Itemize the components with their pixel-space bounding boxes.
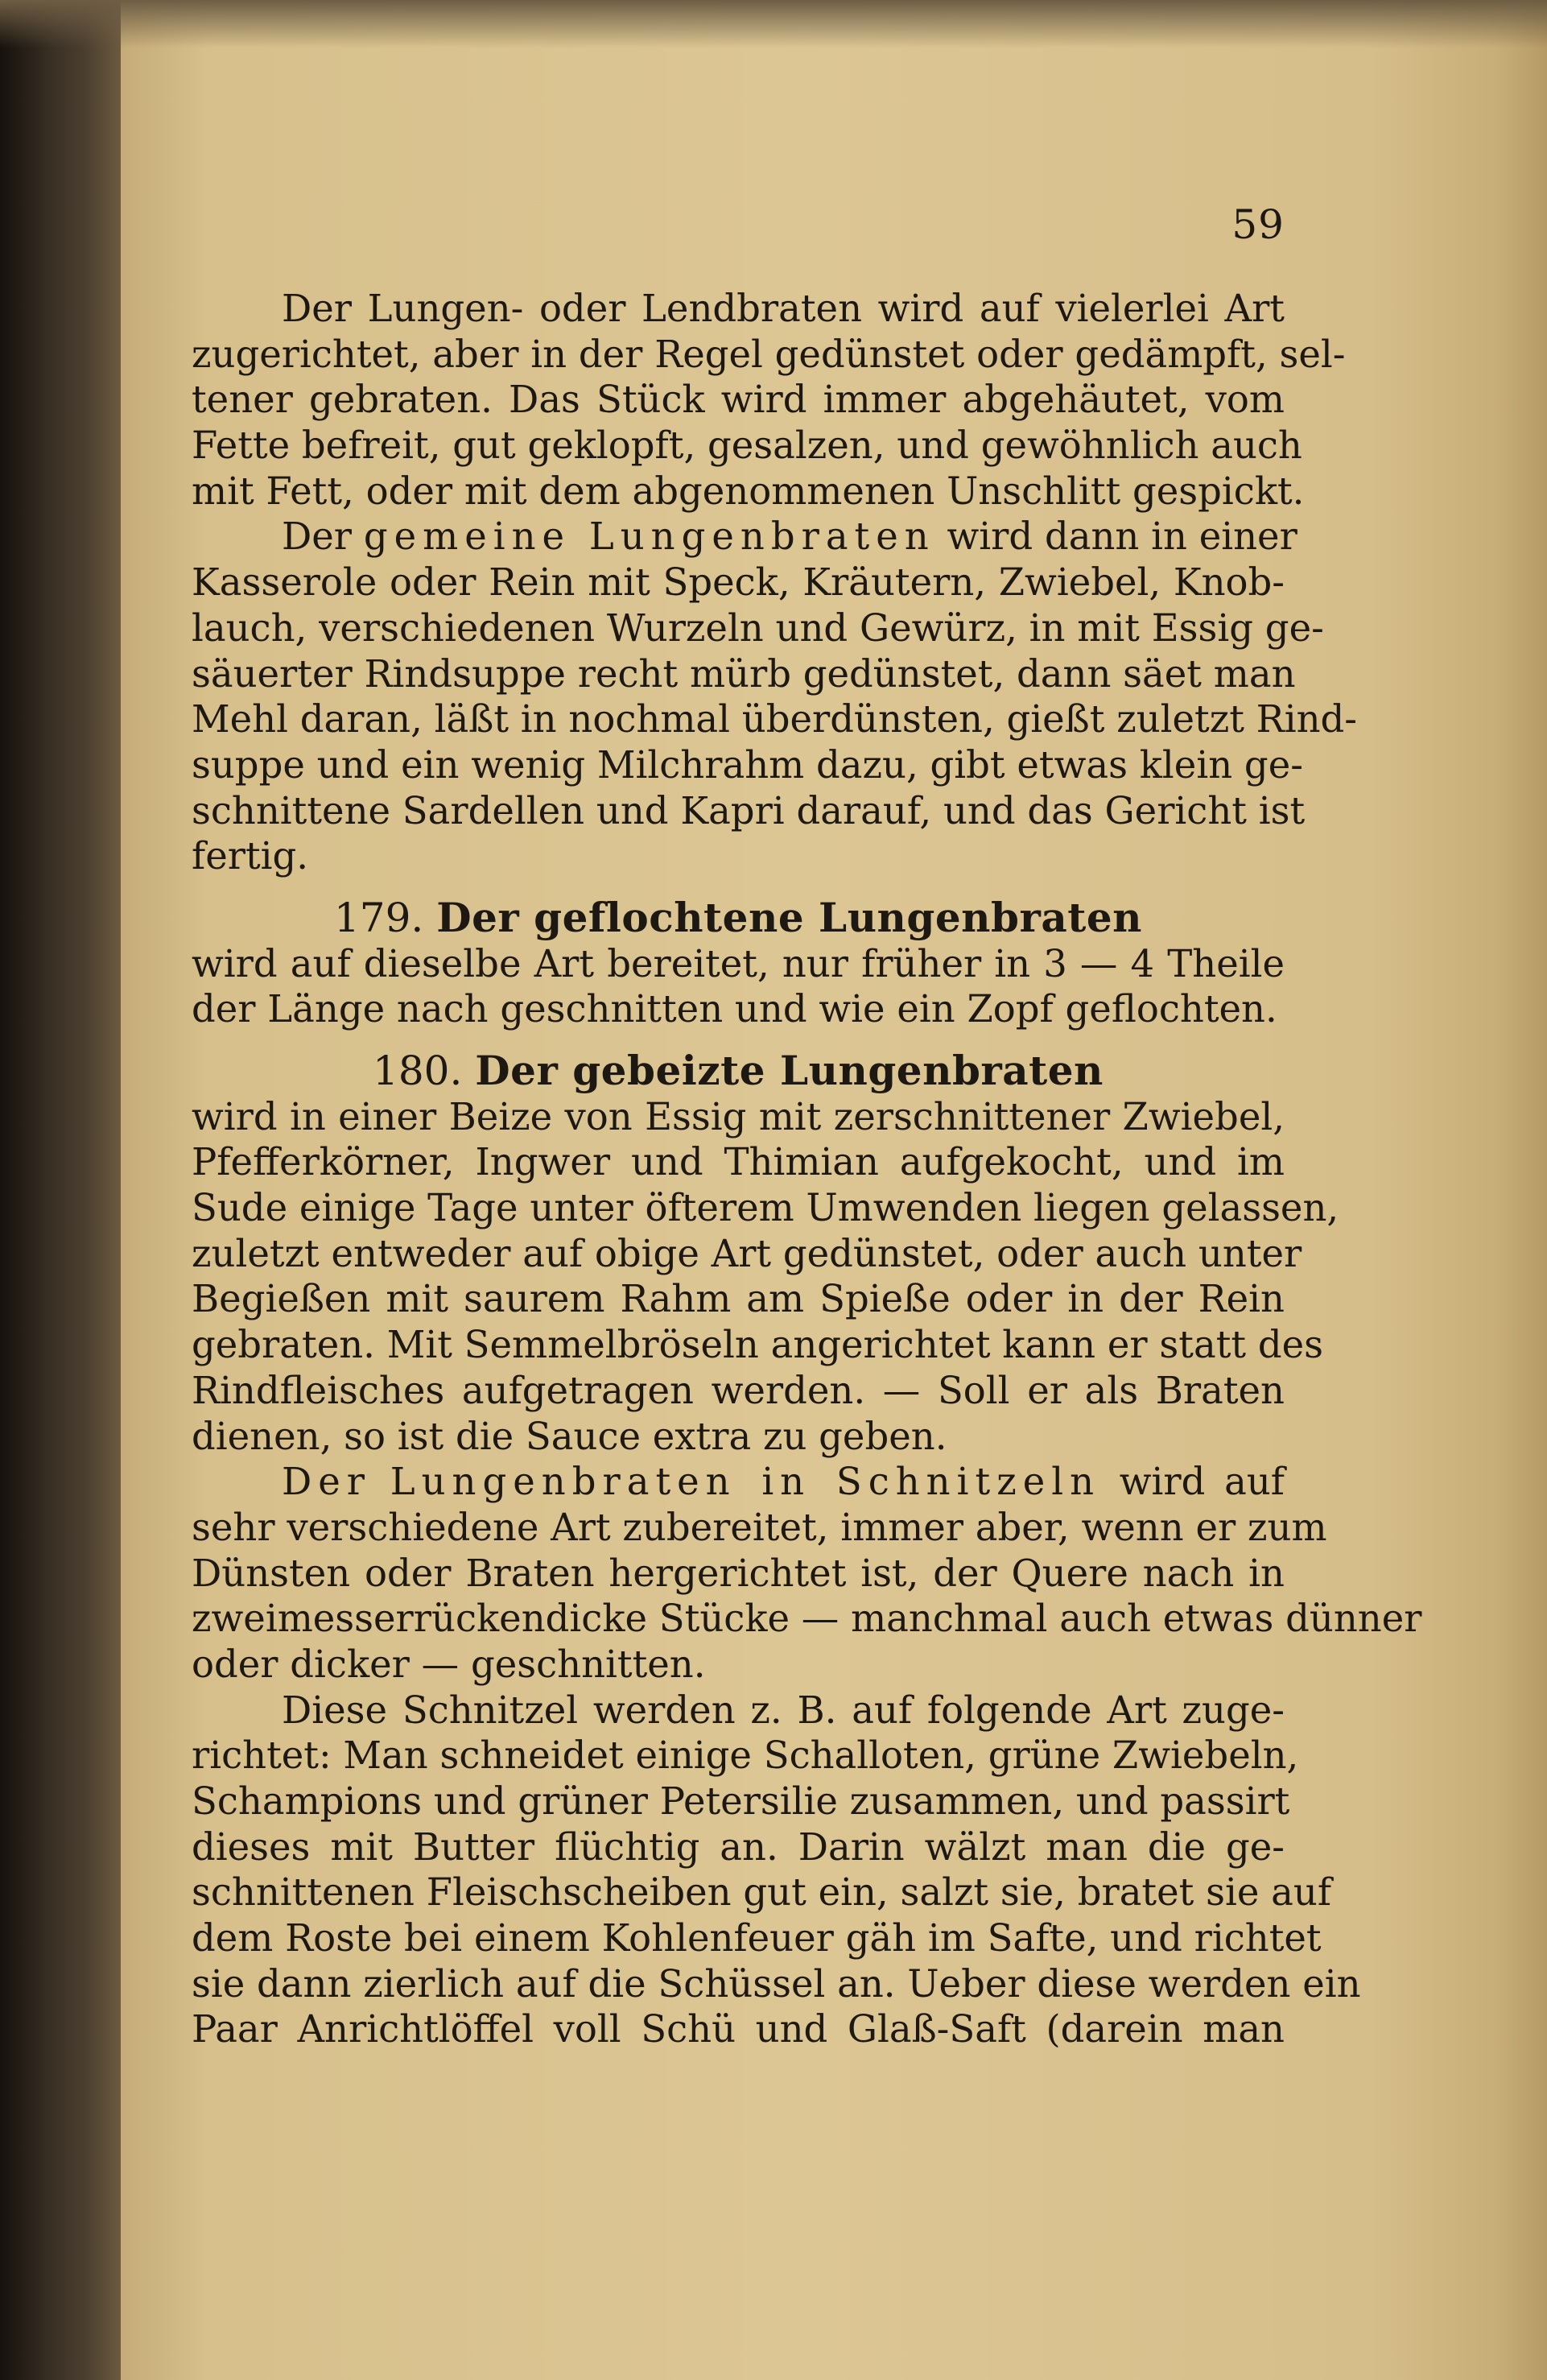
recipe-heading (192, 1048, 1285, 1094)
text-line: zugerichtet, aber in der Regel gedünstet oder gedämpft, sel- (192, 332, 1346, 376)
recipe-heading (192, 895, 1285, 941)
text-line: Mehl daran, läßt in nochmal überdünsten, gießt zuletzt Rind- (192, 697, 1357, 742)
recipe-number: 180. (373, 1047, 463, 1094)
text-line: wird in einer Beize von Essig mit zerschnittener Zwiebel, (192, 1094, 1285, 1138)
text-line: mit Fett, oder mit dem abgenommenen Unschlitt gespickt. (192, 469, 1305, 513)
text-line: Rindfleisches aufgetragen werden. — Soll er als Braten (192, 1368, 1285, 1412)
page-number: 59 (1231, 201, 1285, 248)
text-line: Begießen mit saurem Rahm am Spieße oder in der Rein (192, 1277, 1285, 1321)
recipe-title: Der gebeizte Lungenbraten (475, 1047, 1104, 1094)
text-line: dienen, so ist die Sauce extra zu geben. (192, 1414, 947, 1458)
text-line: Diese Schnitzel werden z. B. auf folgende Art zuge- (282, 1688, 1285, 1732)
text-line: lauch, verschiedenen Wurzeln und Gewürz, in mit Essig ge- (192, 605, 1324, 650)
word-der: Der (282, 514, 353, 559)
line-rest: wird dann in einer (947, 514, 1297, 559)
text-line: dem Roste bei einem Kohlenfeuer gäh im Safte, und richtet (192, 1916, 1322, 1961)
text-line (192, 1459, 1285, 1505)
recipe-title: Der geflochtene Lungenbraten (436, 893, 1142, 941)
text-line: Dünsten oder Braten hergerichtet ist, der Quere nach in (192, 1551, 1285, 1595)
body-text (192, 286, 1422, 2052)
text-line: Fette befreit, gut geklopft, gesalzen, und gewöhnlich auch (192, 424, 1302, 468)
text-line: oder dicker — geschnitten. (192, 1642, 706, 1686)
text-line: der Länge nach geschnitten und wie ein Zopf geflochten. (192, 987, 1277, 1031)
text-line: zweimesserrückendicke Stücke — manchmal auch etwas dünner (192, 1597, 1422, 1641)
spaced-term: Lungenbraten in Schnitzeln (390, 1460, 1101, 1504)
text-line: wird auf dieselbe Art bereitet, nur früher in 3 — 4 Theile (192, 941, 1285, 985)
text-line: schnittene Sardellen und Kapri darauf, und das Gericht ist (192, 788, 1306, 833)
text-line: richtet: Man schneidet einige Schalloten, grüne Zwiebeln, (192, 1733, 1299, 1778)
page-content (192, 201, 1422, 2182)
text-line: zuletzt entweder auf obige Art gedünstet, oder auch unter (192, 1231, 1302, 1275)
text-line: Der Lungen- oder Lendbraten wird auf vielerlei Art (282, 287, 1285, 330)
text-line: sie dann zierlich auf die Schüssel an. Ueber diese werden ein (192, 1961, 1361, 2006)
text-line: Kasserole oder Rein mit Speck, Kräutern, Zwiebel, Knob- (192, 560, 1285, 605)
text-line: gebraten. Mit Semmelbröseln angerichtet kann er statt des (192, 1323, 1323, 1367)
text-line: säuerter Rindsuppe recht mürb gedünstet, dann säet man (192, 651, 1296, 696)
text-line: schnittenen Fleischscheiben gut ein, salzt sie, bratet sie auf (192, 1870, 1332, 1915)
book-spine-shadow (0, 0, 121, 2380)
text-line: Paar Anrichtlöffel voll Schü und Glaß-Saft (darein man (192, 2007, 1285, 2052)
page-top-edge (0, 0, 1547, 48)
text-line: Sude einige Tage unter öfterem Umwenden liegen gelassen, (192, 1186, 1339, 1230)
text-line: sehr verschiedene Art zubereitet, immer aber, wenn er zum (192, 1505, 1327, 1549)
text-line: suppe und ein wenig Milchrahm dazu, gibt etwas klein ge- (192, 742, 1303, 787)
text-line: fertig. (192, 834, 309, 878)
spacer (192, 1032, 1285, 1048)
text-line: tener gebraten. Das Stück wird immer abgehäutet, vom (192, 378, 1285, 422)
word-der-spaced: Der (282, 1460, 372, 1504)
text-line: Pfefferkörner, Ingwer und Thimian aufgekocht, und im (192, 1140, 1285, 1184)
spacer (192, 879, 1285, 895)
recipe-number: 179. (333, 894, 424, 941)
text-line (192, 514, 1297, 560)
spaced-term: gemeine Lungenbraten (363, 514, 935, 559)
text-line: Schampions und grüner Petersilie zusammen, und passirt (192, 1779, 1290, 1823)
line-rest: wird auf (1119, 1460, 1285, 1504)
text-line: dieses mit Butter flüchtig an. Darin wälzt man die ge- (192, 1824, 1285, 1869)
